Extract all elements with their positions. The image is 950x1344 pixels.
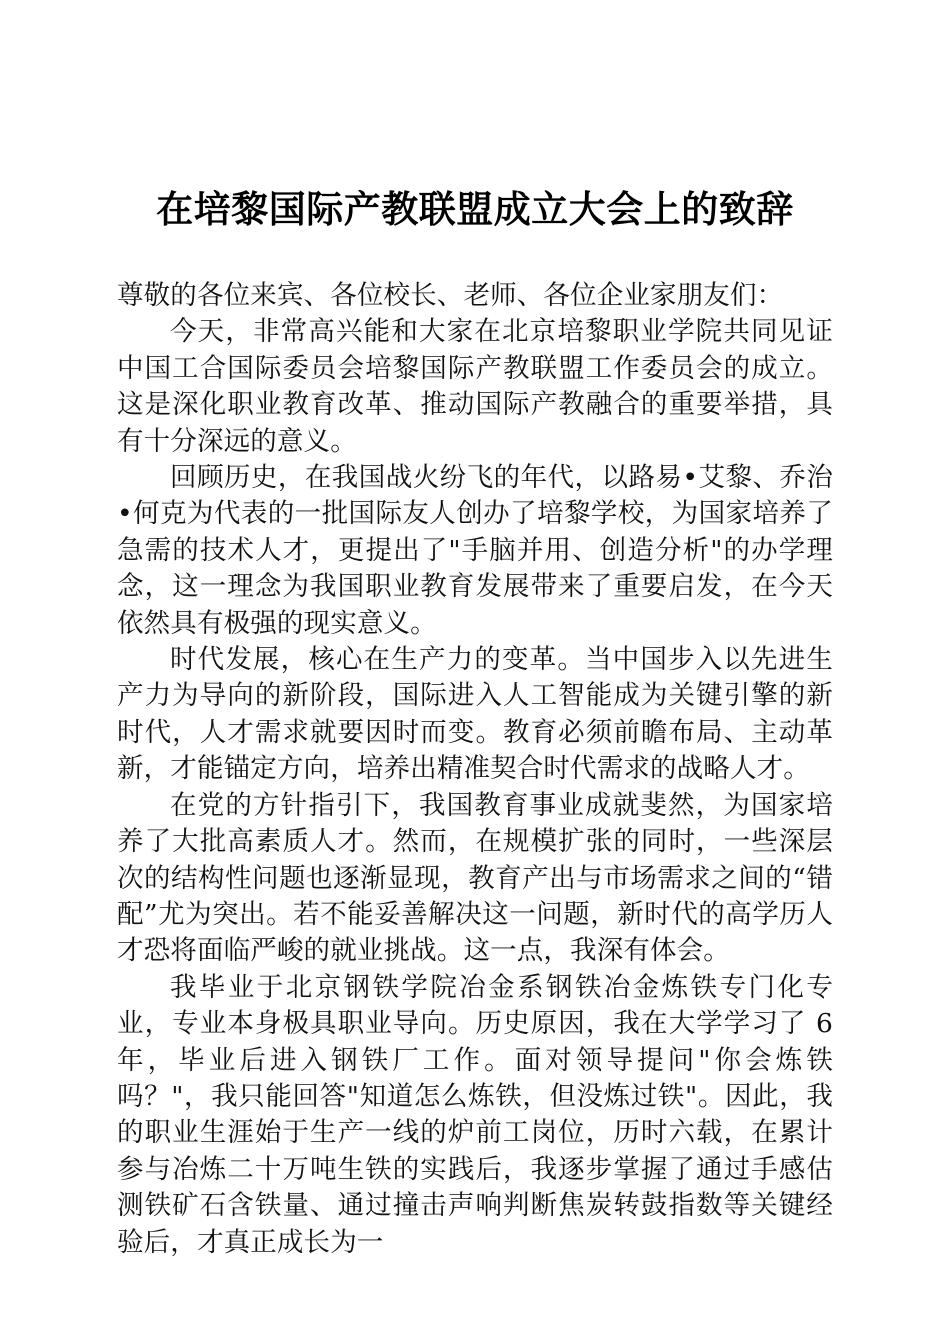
paragraph-mismatch: 在党的方针指引下，我国教育事业成就斐然，为国家培养了大批高素质人才。然而，在规模扩张的同时，一些深层次的结构性问题也逐渐显现，教育产出与市场需求之间的“错配”尤为突出。若不能妥善解决这一问题，新时代的高学历人才恐将面临严峻的就业挑战。这一点，我深有体会。 <box>117 789 833 967</box>
page-title: 在培黎国际产教联盟成立大会上的致辞 <box>156 190 794 231</box>
paragraph-personal-experience: 我毕业于北京钢铁学院冶金系钢铁冶金炼铁专门化专业，专业本身极具职业导向。历史原因，我在大学学习了 6 年，毕业后进入钢铁厂工作。面对领导提问"你会炼铁吗？"，我只能回答"知道怎么炼铁，但没炼过铁"。因此，我的职业生涯始于生产一线的炉前工岗位，历时六载，在累计参与冶炼二十万吨生铁的实践后，我逐步掌握了通过手感估测铁矿石含铁量、通过撞击声响判断焦炭转鼓指数等关键经验后，才真正成长为一 <box>117 971 833 1258</box>
paragraph-productivity: 时代发展，核心在生产力的变革。当中国步入以先进生产力为导向的新阶段，国际进入人工智能成为关键引擎的新时代，人才需求就要因时而变。教育必须前瞻布局、主动革新，才能锚定方向，培养出精准契合时代需求的战略人才。 <box>117 644 833 785</box>
paragraph-salutation: 尊敬的各位来宾、各位校长、老师、各位企业家朋友们： <box>117 280 784 311</box>
document-content <box>117 278 833 1261</box>
paragraph-welcome: 今天，非常高兴能和大家在北京培黎职业学院共同见证中国工合国际委员会培黎国际产教联盟工作委员会的成立。这是深化职业教育改革、推动国际产教融合的重要举措，具有十分深远的意义。 <box>117 316 833 457</box>
document-body <box>117 0 833 1261</box>
paragraph-history: 回顾历史，在我国战火纷飞的年代，以路易•艾黎、乔治•何克为代表的一批国际友人创办了培黎学校，为国家培养了急需的技术人才，更提出了"手脑并用、创造分析"的办学理念，这一理念为我国职业教育发展带来了重要启发，在今天依然具有极强的现实意义。 <box>117 462 833 639</box>
